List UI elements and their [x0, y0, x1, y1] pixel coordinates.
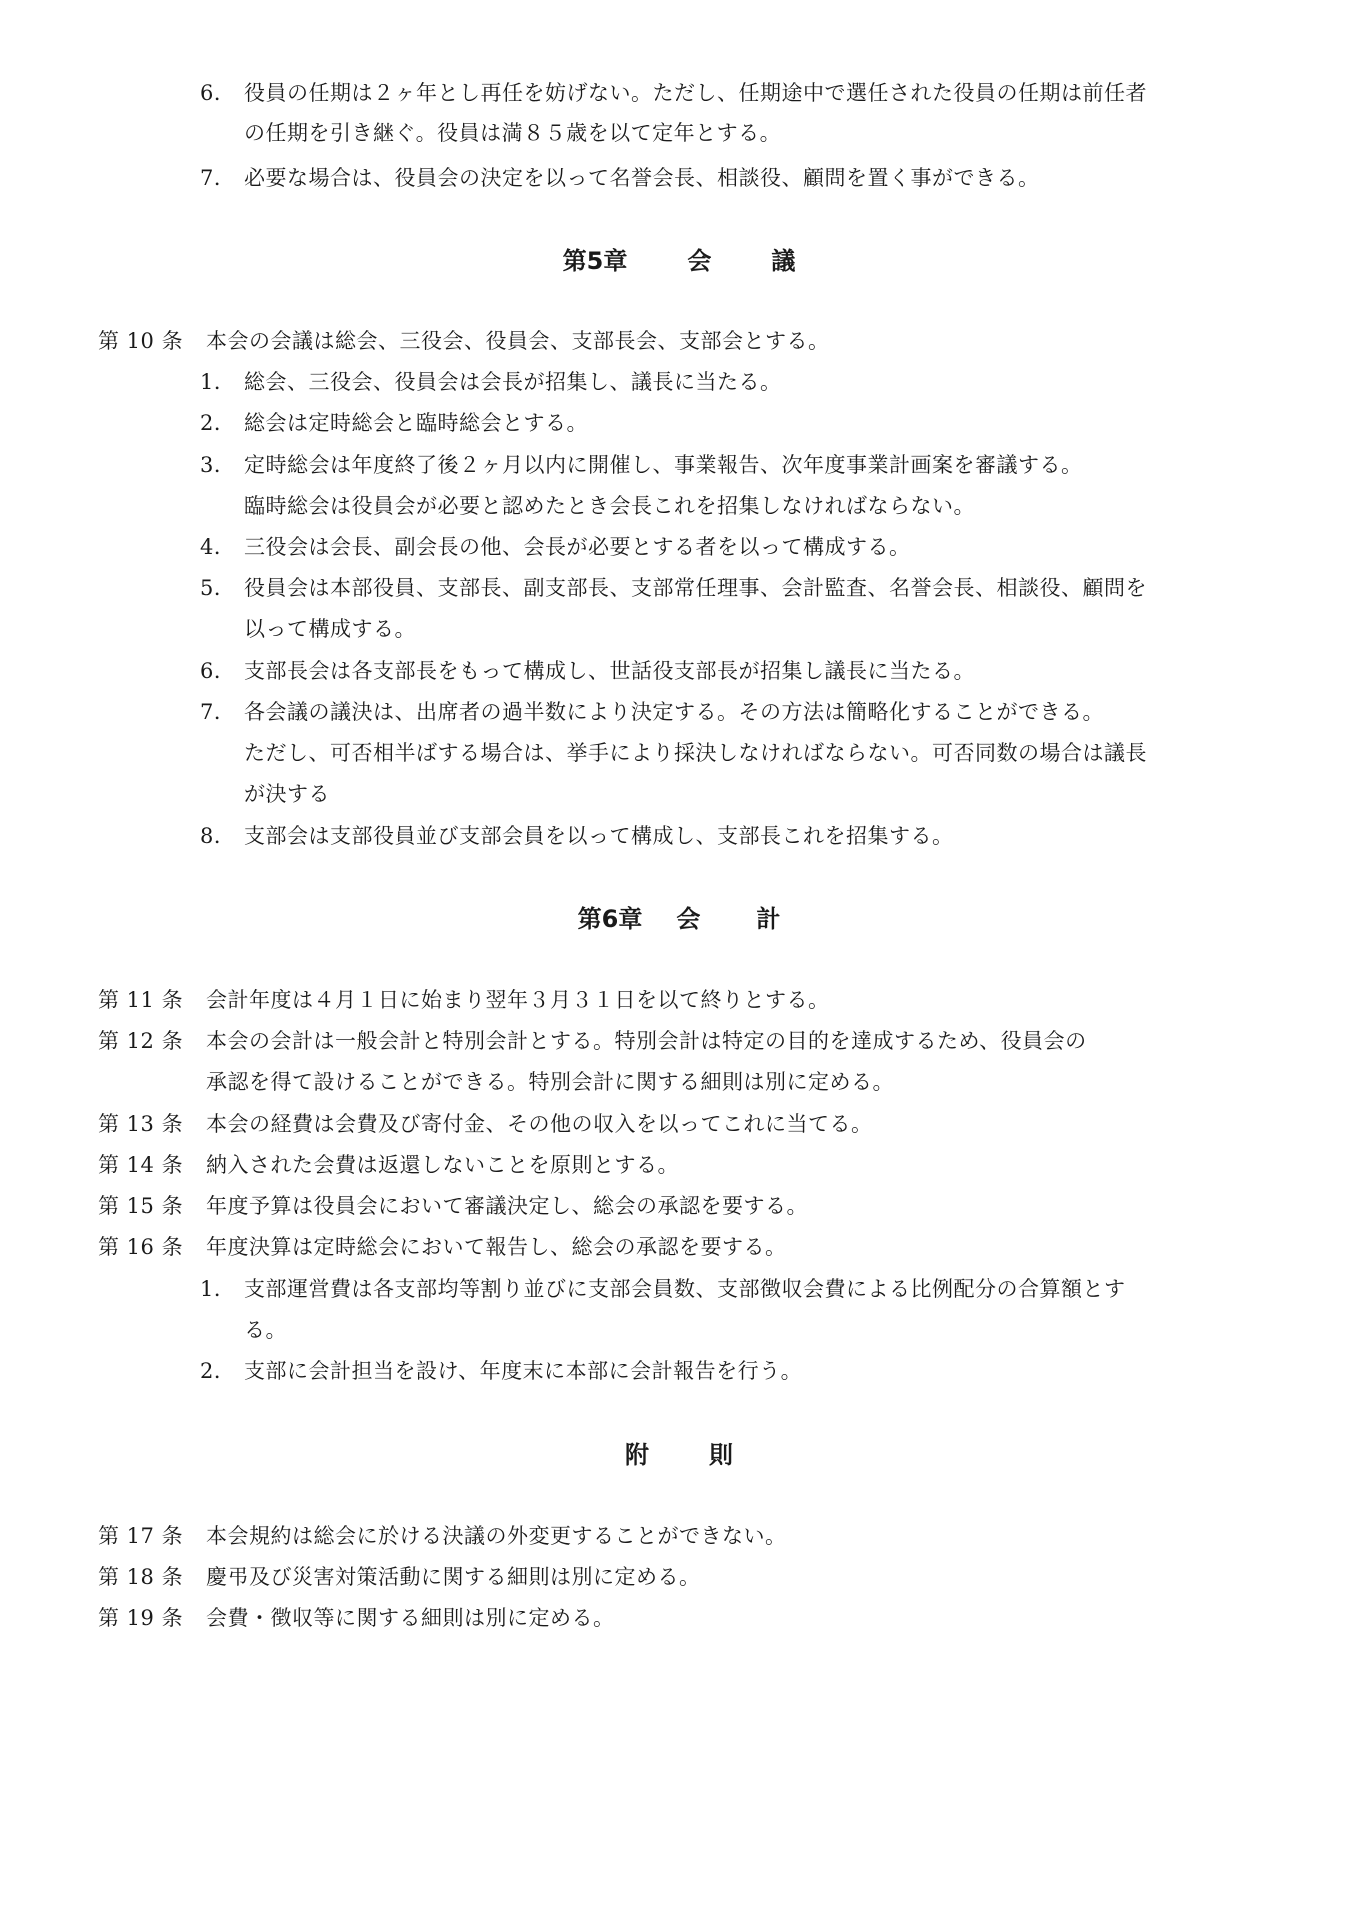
article-label: 第 12 条 [98, 1029, 184, 1053]
list-item [200, 78, 1147, 108]
item-text: 支部運営費は各支部均等割り並びに支部会員数、支部徴収会費による比例配分の合算額とす [244, 1277, 1126, 1301]
item-number: 7． [200, 166, 236, 190]
item-number: 2． [200, 411, 236, 435]
item-text: 役員の任期は２ヶ年とし再任を妨げない。ただし、任期途中で選任された役員の任期は前任者 [244, 81, 1147, 105]
item-continuation: 以って構成する。 [244, 617, 416, 641]
item-number: 6． [200, 81, 236, 105]
article [98, 1603, 615, 1633]
article-continuation: 承認を得て設けることができる。特別会計に関する細則は別に定める。 [206, 1070, 894, 1094]
article-label: 第 19 条 [98, 1606, 184, 1630]
article-text: 年度決算は定時総会において報告し、総会の承認を要する。 [206, 1235, 787, 1259]
item-text: 定時総会は年度終了後２ヶ月以内に開催し、事業報告、次年度事業計画案を審議する。 [244, 453, 1083, 477]
item-number: 5． [200, 576, 236, 600]
chapter-number: 第6章 [577, 905, 643, 933]
item-number: 3． [200, 453, 236, 477]
chapter-title-char: 計 [756, 905, 781, 933]
article-label: 第 15 条 [98, 1194, 184, 1218]
article-text: 年度予算は役員会において審議決定し、総会の承認を要する。 [206, 1194, 808, 1218]
list-item [200, 1274, 1126, 1304]
list-item [200, 821, 954, 851]
section-heading [0, 1438, 1358, 1472]
item-text: 支部会は支部役員並び支部会員を以って構成し、支部長これを招集する。 [244, 824, 954, 848]
chapter-heading [0, 244, 1358, 278]
section-title-char: 附 [625, 1441, 649, 1469]
article [98, 1026, 1087, 1056]
article-text: 会計年度は４月１日に始まり翌年３月３１日を以て終りとする。 [206, 988, 830, 1012]
article [98, 1562, 701, 1592]
item-number: 1． [200, 370, 236, 394]
item-text: 必要な場合は、役員会の決定を以って名誉会長、相談役、顧問を置く事ができる。 [244, 166, 1040, 190]
item-continuation: の任期を引き継ぐ。役員は満８５歳を以て定年とする。 [244, 121, 782, 145]
chapter-number: 第5章 [562, 247, 628, 275]
article-label: 第 16 条 [98, 1235, 184, 1259]
list-item [200, 450, 1083, 480]
item-continuation: 臨時総会は役員会が必要と認めたとき会長これを招集しなければならない。 [244, 494, 975, 518]
article-label: 第 18 条 [98, 1565, 184, 1589]
article-text: 納入された会費は返還しないことを原則とする。 [206, 1153, 679, 1177]
article [98, 326, 830, 356]
list-item [200, 532, 911, 562]
article-label: 第 11 条 [98, 988, 184, 1012]
article [98, 1150, 679, 1180]
article-label: 第 14 条 [98, 1153, 184, 1177]
item-text: 総会、三役会、役員会は会長が招集し、議長に当たる。 [244, 370, 782, 394]
list-item [200, 1356, 802, 1386]
chapter-title-char: 会 [676, 905, 701, 933]
article-text: 慶弔及び災害対策活動に関する細則は別に定める。 [206, 1565, 701, 1589]
list-item [200, 367, 782, 397]
article-label: 第 17 条 [98, 1524, 184, 1548]
item-text: 各会議の議決は、出席者の過半数により決定する。その方法は簡略化することができる。 [244, 700, 1104, 724]
item-text: 総会は定時総会と臨時総会とする。 [244, 411, 588, 435]
item-continuation: る。 [244, 1318, 287, 1342]
item-text: 支部に会計担当を設け、年度末に本部に会計報告を行う。 [244, 1359, 803, 1383]
article [98, 1232, 787, 1262]
article [98, 1109, 873, 1139]
item-continuation: ただし、可否相半ばする場合は、挙手により採決しなければならない。可否同数の場合は議長 [244, 741, 1147, 765]
chapter-title-char: 議 [771, 247, 796, 275]
article-text: 本会規約は総会に於ける決議の外変更することができない。 [206, 1524, 787, 1548]
item-number: 8． [200, 824, 236, 848]
chapter-heading [0, 902, 1358, 936]
article-label: 第 10 条 [98, 329, 184, 353]
item-number: 4． [200, 535, 236, 559]
article [98, 1191, 808, 1221]
list-item [200, 573, 1147, 603]
article-label: 第 13 条 [98, 1112, 184, 1136]
article [98, 985, 830, 1015]
chapter-title-char: 会 [687, 247, 712, 275]
item-text: 役員会は本部役員、支部長、副支部長、支部常任理事、会計監査、名誉会長、相談役、顧問を [244, 576, 1147, 600]
article-text: 会費・徴収等に関する細則は別に定める。 [206, 1606, 615, 1630]
item-number: 1． [200, 1277, 236, 1301]
item-number: 7． [200, 700, 236, 724]
list-item [200, 697, 1104, 727]
item-continuation: が決する [244, 782, 330, 806]
article-text: 本会の会計は一般会計と特別会計とする。特別会計は特定の目的を達成するため、役員会の [206, 1029, 1087, 1053]
list-item [200, 163, 1040, 193]
article-text: 本会の経費は会費及び寄付金、その他の収入を以ってこれに当てる。 [206, 1112, 873, 1136]
item-text: 支部長会は各支部長をもって構成し、世話役支部長が招集し議長に当たる。 [244, 659, 975, 683]
item-number: 6． [200, 659, 236, 683]
list-item [200, 656, 975, 686]
article-text: 本会の会議は総会、三役会、役員会、支部長会、支部会とする。 [206, 329, 830, 353]
section-title-char: 則 [709, 1441, 733, 1469]
item-text: 三役会は会長、副会長の他、会長が必要とする者を以って構成する。 [244, 535, 911, 559]
item-number: 2． [200, 1359, 236, 1383]
article [98, 1521, 787, 1551]
list-item [200, 408, 588, 438]
